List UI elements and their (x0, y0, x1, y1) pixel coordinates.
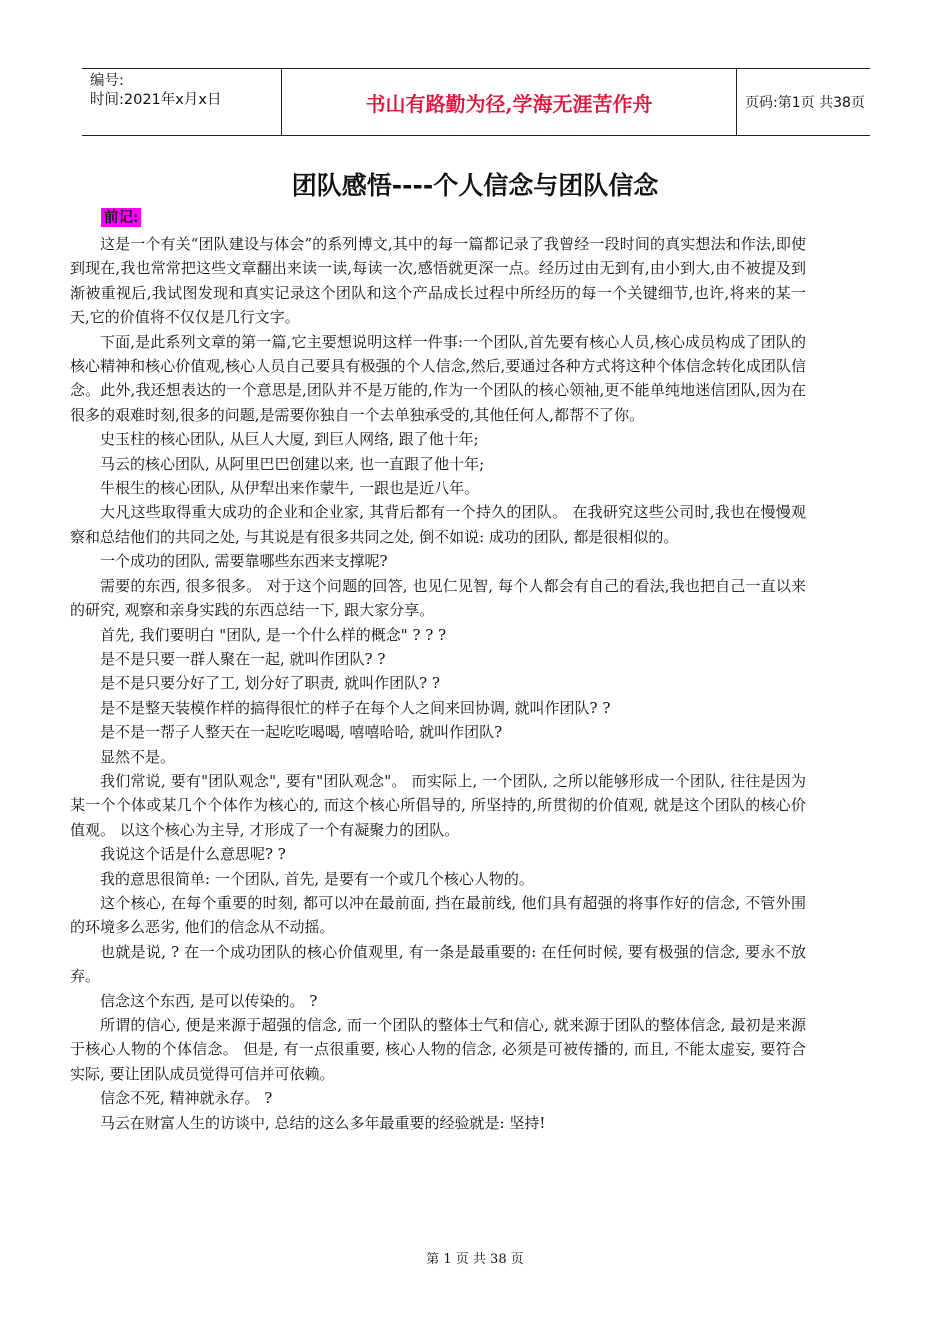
paragraph: 史玉柱的核心团队, 从巨人大厦, 到巨人网络, 跟了他十年; (100, 430, 479, 449)
header-motto: 书山有路勤为径,学海无涯苦作舟 (282, 69, 737, 135)
page-footer: 第 1 页 共 38 页 (426, 1252, 524, 1267)
paragraph: 也就是说, ? 在一个成功团队的核心价值观里, 有一条是最重要的: 在任何时候, 要有极强的信念, 要永不放弃。 (70, 942, 806, 986)
paragraph: 显然不是。 (100, 747, 176, 766)
header-page-label: 页码:第1页 共38页 (745, 95, 865, 111)
paragraph: 是不是只要分好了工, 划分好了职责, 就叫作团队? ? (100, 674, 440, 693)
paragraph: 是不是一帮子人整天在一起吃吃喝喝, 嘻嘻哈哈, 就叫作团队? (100, 723, 503, 742)
document-title: 团队感悟----个人信念与团队信念 (291, 171, 659, 200)
paragraph: 所谓的信心, 便是来源于超强的信念, 而一个团队的整体士气和信心, 就来源于团队的整体信念, 最初是来源于核心人物的个体信念。 但是, 有一点很重要, 核心人物的信念, 必须是可被传播的, 而且, 不能太虚妄, 要符合实际, 要让团队成员觉得可信并可依赖。 (70, 1016, 806, 1083)
paragraph: 这个核心, 在每个重要的时刻, 都可以冲在最前面, 挡在最前线, 他们具有超强的将事作好的信念, 不管外围的环境多么恶劣, 他们的信念从不动摇。 (70, 893, 806, 937)
paragraph: 我们常说, 要有"团队观念", 要有"团队观念"。 而实际上, 一个团队, 之所以能够形成一个团队, 往往是因为某一个个体或某几个个体作为核心的, 而这个核心所倡导的, 所坚持的,所贯彻的价值观, 就是这个团队的核心价值观。 以这个核心为主导, 才形成了一个有凝聚力的团队。 (70, 771, 806, 839)
paragraph: 马云在财富人生的访谈中, 总结的这么多年最重要的经验就是: 坚持! (100, 1113, 546, 1132)
paragraph: 首先, 我们要明白 "团队, 是一个什么样的概念" ? ? ? (100, 625, 447, 644)
paragraph: 马云的核心团队, 从阿里巴巴创建以来, 也一直跟了他十年; (100, 454, 485, 473)
header-meta (82, 69, 282, 135)
paragraph: 信念这个东西, 是可以传染的。 ? (100, 991, 318, 1010)
paragraph: 这是一个有关“团队建设与体会”的系列博文,其中的每一篇都记录了我曾经一段时间的真实想法和作法,即使到现在,我也常常把这些文章翻出来读一读,每读一次,感悟就更深一点。经历过由无到有,由小到大,由不被提及到渐被重视后,我试图发现和真实记录这个团队和这个产品成长过程中所经历的每一个关键细节,也许,将来的某一天,它的价值将不仅仅是几行文字。 (70, 235, 806, 327)
paragraph: 我的意思很简单: 一个团队, 首先, 是要有一个或几个核心人物的。 (100, 869, 534, 888)
paragraph: 牛根生的核心团队, 从伊犁出来作蒙牛, 一跟也是近八年。 (100, 479, 480, 498)
paragraph: 我说这个话是什么意思呢? ? (100, 845, 286, 864)
paragraph: 下面,是此系列文章的第一篇,它主要想说明这样一件事:一个团队,首先要有核心人员,核心成员构成了团队的核心精神和核心价值观,核心人员自己要具有极强的个人信念,然后,要通过各种方式将这种个体信念转化成团队信念。此外,我还想表达的一个意思是,团队并不是万能的,作为一个团队的核心领袖,更不能单纯地迷信团队,因为在很多的艰难时刻,很多的问题,是需要你独自一个去单独承受的,其他任何人,都帮不了你。 (70, 332, 806, 424)
paragraph: 信念不死, 精神就永存。 ? (100, 1089, 273, 1108)
document-header (82, 68, 870, 136)
paragraph: 需要的东西, 很多很多。 对于这个问题的回答, 也见仁见智, 每个人都会有自己的看法,我也把自己一直以来的研究, 观察和亲身实践的东西总结一下, 跟大家分享。 (70, 576, 806, 620)
paragraph: 是不是只要一群人聚在一起, 就叫作团队? ? (100, 649, 386, 668)
document-time-label: 时间:2021年x月x日 (90, 92, 222, 108)
paragraph: 是不是整天装模作样的搞得很忙的样子在每个人之间来回协调, 就叫作团队? ? (100, 698, 611, 717)
paragraph: 大凡这些取得重大成功的企业和企业家, 其背后都有一个持久的团队。 在我研究这些公司时,我也在慢慢观察和总结他们的共同之处, 与其说是有很多共同之处, 倒不如说: 成功的团队, 都是很相似的。 (70, 503, 806, 546)
document-number-label: 编号: (90, 73, 124, 89)
document-body (70, 232, 806, 1135)
paragraph: 一个成功的团队, 需要靠哪些东西来支撑呢? (100, 552, 388, 571)
preface-label: 前记: (101, 208, 141, 227)
